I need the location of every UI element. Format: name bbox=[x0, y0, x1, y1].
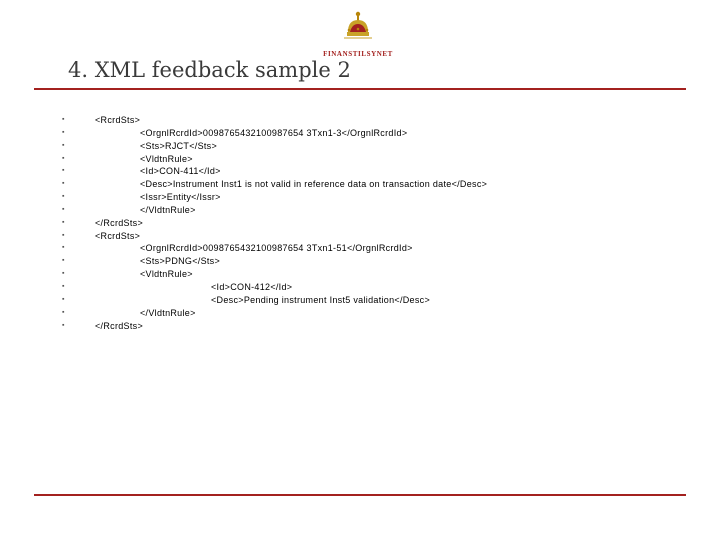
code-line bbox=[62, 217, 692, 230]
code-line bbox=[62, 178, 692, 191]
crown-icon bbox=[340, 10, 376, 50]
bullet-icon: ▪ bbox=[62, 270, 65, 278]
code-line bbox=[62, 140, 692, 153]
bullet-icon: ▪ bbox=[62, 218, 65, 226]
slide-title: 4. XML feedback sample 2 bbox=[68, 58, 351, 82]
bullet-icon: ▪ bbox=[62, 205, 65, 213]
bullet-icon: ▪ bbox=[62, 295, 65, 303]
logo-text: FINANSTILSYNET bbox=[323, 50, 393, 58]
code-text: <OrgnlRcrdId>0098765432100987654 3Txn1-3</OrgnlRcrdId> bbox=[140, 127, 408, 138]
finanstilsynet-logo bbox=[318, 10, 398, 58]
bullet-icon: ▪ bbox=[62, 282, 65, 290]
code-text: </RcrdSts> bbox=[95, 320, 144, 331]
code-text: <VldtnRule> bbox=[140, 269, 193, 280]
code-text: <Sts>RJCT</Sts> bbox=[140, 140, 218, 151]
code-text: </VldtnRule> bbox=[140, 204, 196, 215]
code-text: <Desc>Pending instrument Inst5 validation</Desc> bbox=[211, 294, 431, 305]
code-text: <Issr>Entity</Issr> bbox=[140, 192, 221, 203]
bullet-icon: ▪ bbox=[62, 116, 65, 123]
bullet-icon: ▪ bbox=[62, 167, 65, 175]
code-text: </VldtnRule> bbox=[140, 307, 196, 318]
bullet-icon: ▪ bbox=[62, 257, 65, 265]
code-line bbox=[62, 153, 692, 166]
code-line bbox=[62, 242, 692, 255]
code-text: <Desc>Instrument Inst1 is not valid in reference data on transaction date</Desc> bbox=[140, 179, 488, 190]
bullet-icon: ▪ bbox=[62, 321, 65, 329]
title-divider bbox=[34, 88, 686, 90]
xml-code-list bbox=[62, 114, 692, 332]
code-line bbox=[62, 204, 692, 217]
code-text: <Id>CON-412</Id> bbox=[211, 281, 293, 292]
code-line bbox=[62, 165, 692, 178]
code-text: <VldtnRule> bbox=[140, 153, 193, 164]
bullet-icon: ▪ bbox=[62, 128, 65, 136]
code-line bbox=[62, 268, 692, 281]
code-text: <RcrdSts> bbox=[95, 115, 141, 125]
code-line bbox=[62, 281, 692, 294]
bullet-icon: ▪ bbox=[62, 308, 65, 316]
code-text: <Sts>PDNG</Sts> bbox=[140, 256, 221, 267]
code-line bbox=[62, 294, 692, 307]
bullet-icon: ▪ bbox=[62, 154, 65, 162]
code-text: <Id>CON-411</Id> bbox=[140, 166, 221, 177]
code-line bbox=[62, 114, 692, 127]
code-line bbox=[62, 307, 692, 320]
footer-divider bbox=[34, 494, 686, 496]
code-line bbox=[62, 255, 692, 268]
bullet-icon: ▪ bbox=[62, 193, 65, 201]
bullet-icon: ▪ bbox=[62, 244, 65, 252]
code-text: </RcrdSts> bbox=[95, 217, 144, 228]
code-line bbox=[62, 127, 692, 140]
code-text: <RcrdSts> bbox=[95, 230, 141, 241]
bullet-icon: ▪ bbox=[62, 141, 65, 149]
code-text: <OrgnlRcrdId>0098765432100987654 3Txn1-51</OrgnlRcrdId> bbox=[140, 243, 413, 254]
bullet-icon: ▪ bbox=[62, 231, 65, 239]
code-line bbox=[62, 320, 692, 333]
code-line bbox=[62, 230, 692, 243]
bullet-icon: ▪ bbox=[62, 180, 65, 188]
code-line bbox=[62, 191, 692, 204]
